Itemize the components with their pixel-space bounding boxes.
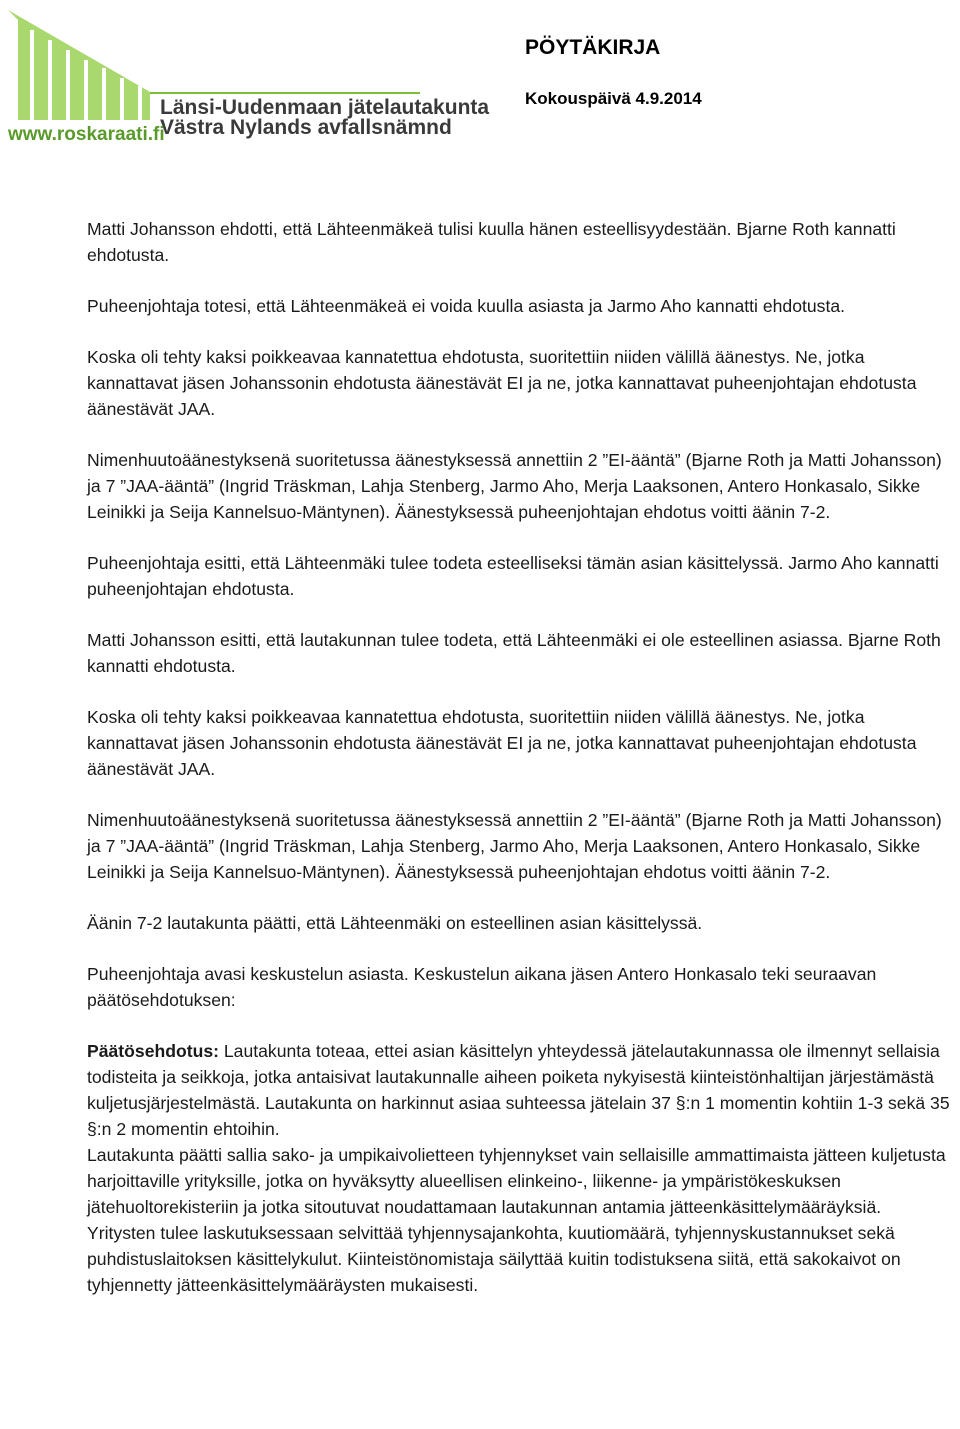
logo-url: www.roskaraati.fi (8, 124, 165, 145)
logo-name-fi: Länsi-Uudenmaan jätelautakunta (160, 96, 490, 119)
organization-logo (0, 0, 490, 150)
paragraph: Matti Johansson esitti, että lautakunnan tulee todeta, että Lähteenmäki ei ole esteellinen asiassa. Bjarne Roth kannatti ehdotusta. (87, 630, 941, 676)
paragraph: Äänin 7-2 lautakunta päätti, että Lähteenmäki on esteellinen asian käsittelyssä. (87, 913, 703, 933)
paragraph: Nimenhuutoäänestyksenä suoritetussa äänestyksessä annettiin 2 ”EI-ääntä” (Bjarne Roth ja Matti Johansson) ja 7 ”JAA-ääntä” (Ingrid Träskman, Lahja Stenberg, Jarmo Aho, Merja Laaksonen, Antero Honkasalo, Sikke Leinikki ja Seija Kannelsuo-Mäntynen). Äänestyksessä puheenjohtajan ehdotus voitti äänin 7-2. (87, 810, 942, 882)
logo-name-sv: Västra Nylands avfallsnämnd (160, 116, 452, 139)
decision-proposal-paragraph: Lautakunta päätti sallia sako- ja umpikaivolietteen tyhjennykset vain sellaisille ammattimaista jätteen kuljetusta harjoittaville yrityksille, jotka on hyväksytty alueellisen elinkeino-, liikenne- ja ympäristökeskuksen jätehuoltorekisteriin ja jotka sitoutuvat noudattamaan lautakunnan antamia jätteenkäsittelymääräyksiä. (87, 1145, 946, 1217)
paragraph: Nimenhuutoäänestyksenä suoritetussa äänestyksessä annettiin 2 ”EI-ääntä” (Bjarne Roth ja Matti Johansson) ja 7 ”JAA-ääntä” (Ingrid Träskman, Lahja Stenberg, Jarmo Aho, Merja Laaksonen, Antero Honkasalo, Sikke Leinikki ja Seija Kannelsuo-Mäntynen). Äänestyksessä puheenjohtajan ehdotus voitti äänin 7-2. (87, 450, 942, 522)
decision-proposal (87, 1038, 957, 1142)
decision-proposal-paragraph: Yritysten tulee laskutuksessaan selvittää tyhjennysajankohta, kuutiomäärä, tyhjennyskustannukset sekä puhdistuslaitoksen käsittelykulut. Kiinteistönomistaja säilyttää kuitin todistuksena siitä, että sakokaivot on tyhjennetty jätteenkäsittelymääräysten mukaisesti. (87, 1223, 901, 1295)
paragraph: Koska oli tehty kaksi poikkeavaa kannatettua ehdotusta, suoritettiin niiden välillä äänestys. Ne, jotka kannattavat jäsen Johanssonin ehdotusta äänestävät EI ja ne, jotka kannattavat puheenjohtajan ehdotusta äänestävät JAA. (87, 347, 917, 419)
document-title: PÖYTÄKIRJA (525, 36, 661, 59)
decision-proposal-label: Päätösehdotus: (87, 1041, 219, 1061)
decision-proposal-text: Lautakunta toteaa, ettei asian käsittelyn yhteydessä jätelautakunnassa ole ilmennyt sellaisia todisteita ja seikkoja, jotka antaisivat lautakunnalle aiheen poiketa nykyisestä kiinteistönhaltijan järjestämästä kuljetusjärjestelmästä. Lautakunta on harkinnut asiaa suhteessa jätelain 37 §:n 1 momentin kohtiin 1-3 sekä 35 §:n 2 momentin ehtoihin. (87, 1041, 950, 1139)
paragraph: Puheenjohtaja avasi keskustelun asiasta. Keskustelun aikana jäsen Antero Honkasalo teki seuraavan päätösehdotuksen: (87, 964, 877, 1010)
paragraph: Koska oli tehty kaksi poikkeavaa kannatettua ehdotusta, suoritettiin niiden välillä äänestys. Ne, jotka kannattavat jäsen Johanssonin ehdotusta äänestävät EI ja ne, jotka kannattavat puheenjohtajan ehdotusta äänestävät JAA. (87, 707, 917, 779)
paragraph: Puheenjohtaja totesi, että Lähteenmäkeä ei voida kuulla asiasta ja Jarmo Aho kannatti ehdotusta. (87, 296, 846, 316)
document-body (87, 216, 957, 1298)
meeting-date: Kokouspäivä 4.9.2014 (525, 89, 702, 108)
paragraph: Matti Johansson ehdotti, että Lähteenmäkeä tulisi kuulla hänen esteellisyydestään. Bjarne Roth kannatti ehdotusta. (87, 219, 896, 265)
paragraph: Puheenjohtaja esitti, että Lähteenmäki tulee todeta esteelliseksi tämän asian käsittelyssä. Jarmo Aho kannatti puheenjohtajan ehdotusta. (87, 553, 939, 599)
